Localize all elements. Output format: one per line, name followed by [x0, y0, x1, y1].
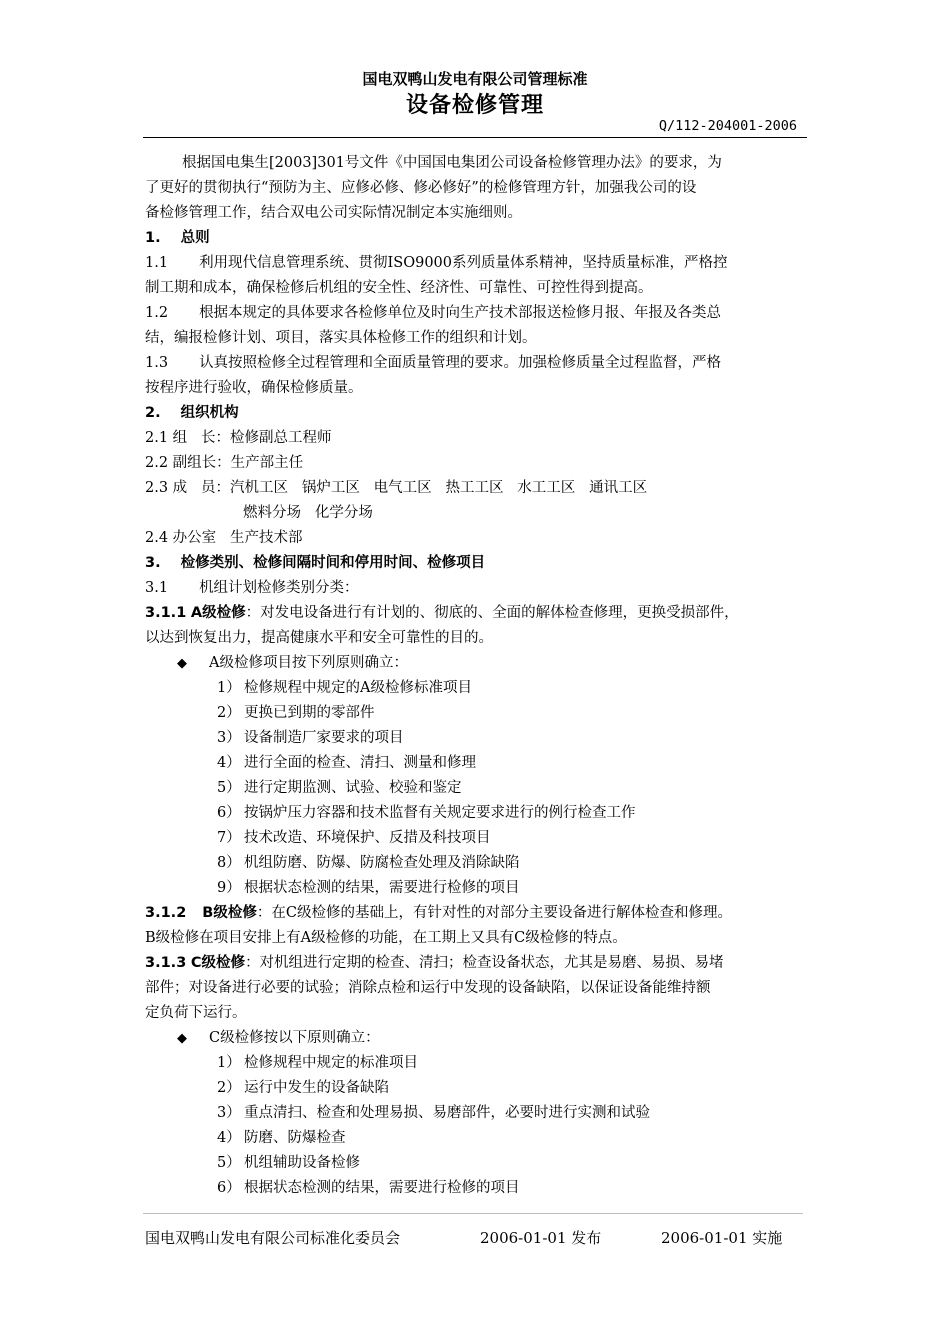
- clause-3-1-2: [145, 901, 820, 926]
- clause-number: 3.1.1: [145, 605, 187, 621]
- a-level-bullet: [145, 651, 820, 676]
- c-level-label: C级检修: [190, 955, 246, 971]
- item-text: 按锅炉压力容器和技术监督有关规定要求进行的例行检查工作: [244, 805, 636, 821]
- section-2-heading: [145, 401, 820, 426]
- list-item: [145, 701, 820, 726]
- list-item: [145, 826, 820, 851]
- org-row-deputy: 2.2 副组长：生产部主任: [145, 455, 304, 471]
- list-item: [145, 776, 820, 801]
- clause-text-line: 结，编报检修计划、项目，落实具体检修工作的组织和计划。: [145, 330, 537, 346]
- item-number: 3）: [217, 1105, 241, 1121]
- clause-1-1: [145, 251, 820, 276]
- list-item: [145, 1126, 820, 1151]
- clause-text-line: 按程序进行验收，确保检修质量。: [145, 380, 363, 396]
- list-item: [145, 876, 820, 901]
- list-item: [145, 726, 820, 751]
- footer-publish-date: 2006-01-01 发布: [480, 1229, 602, 1247]
- footer-committee: 国电双鸭山发电有限公司标准化委员会: [145, 1229, 401, 1247]
- item-text: 设备制造厂家要求的项目: [244, 730, 404, 746]
- document-code: Q/112-204001-2006: [658, 118, 797, 134]
- item-number: 7）: [217, 830, 241, 846]
- item-text: 进行全面的检查、清扫、测量和修理: [244, 755, 476, 771]
- item-number: 6）: [217, 1180, 241, 1196]
- b-level-label: B级检修: [202, 905, 257, 921]
- item-text: 技术改造、环境保护、反措及科技项目: [244, 830, 491, 846]
- item-number: 1）: [217, 680, 241, 696]
- item-number: 6）: [217, 805, 241, 821]
- item-number: 2）: [217, 705, 241, 721]
- clause-text: ：对机组进行定期的检查、清扫；检查设备状态，尤其是易磨、易损、易堵: [245, 955, 724, 971]
- clause-text: 认真按照检修全过程管理和全面质量管理的要求。加强检修质量全过程监督，严格: [199, 355, 722, 371]
- black-diamond-icon: ◆: [177, 1031, 187, 1046]
- section-title: 检修类别、检修间隔时间和停用时间、检修项目: [180, 555, 486, 571]
- clause-text-line: B级检修在项目安排上有A级检修的功能，在工期上又具有C级检修的特点。: [145, 930, 627, 946]
- footer-rule: [143, 1213, 803, 1214]
- clause-3-1-3: [145, 951, 820, 976]
- clause-1-2: [145, 301, 820, 326]
- list-item: [145, 1151, 820, 1176]
- clause-number: 3.1: [145, 580, 169, 596]
- item-number: 2）: [217, 1080, 241, 1096]
- clause-text: ：在C级检修的基础上，有针对性的对部分主要设备进行解体检查和修理。: [256, 905, 732, 921]
- item-text: 检修规程中规定的标准项目: [244, 1055, 418, 1071]
- clause-text: ：对发电设备进行有计划的、彻底的、全面的解体检查修理，更换受损部件，: [245, 605, 739, 621]
- item-number: 5）: [217, 1155, 241, 1171]
- item-text: 防磨、防爆检查: [244, 1130, 346, 1146]
- org-row-members: 2.3 成 员：汽机工区 锅炉工区 电气工区 热工工区 水工工区 通讯工区: [145, 480, 648, 496]
- item-number: 8）: [217, 855, 241, 871]
- item-text: 根据状态检测的结果，需要进行检修的项目: [244, 1180, 520, 1196]
- item-text: 根据状态检测的结果，需要进行检修的项目: [244, 880, 520, 896]
- item-text: 运行中发生的设备缺陷: [244, 1080, 389, 1096]
- item-number: 4）: [217, 1130, 241, 1146]
- clause-number: 1.2: [145, 305, 169, 321]
- section-3-heading: [145, 551, 820, 576]
- clause-text: 根据本规定的具体要求各检修单位及时向生产技术部报送检修月报、年报及各类总: [199, 305, 722, 321]
- item-text: 检修规程中规定的A级检修标准项目: [244, 680, 472, 696]
- document-body: [145, 151, 820, 1201]
- section-number: 1.: [145, 230, 161, 246]
- item-text: 更换已到期的零部件: [244, 705, 375, 721]
- black-diamond-icon: ◆: [177, 656, 187, 671]
- clause-3-1-1: [145, 601, 820, 626]
- list-item: [145, 801, 820, 826]
- section-number: 2.: [145, 405, 161, 421]
- document-title: 设备检修管理: [405, 93, 544, 118]
- footer-implement-date: 2006-01-01 实施: [661, 1229, 783, 1247]
- clause-number: 1.1: [145, 255, 169, 271]
- company-standard-header: 国电双鸭山发电有限公司管理标准: [362, 70, 588, 88]
- clause-number: 1.3: [145, 355, 169, 371]
- org-row-leader: 2.1 组 长：检修副总工程师: [145, 430, 332, 446]
- section-number: 3.: [145, 555, 161, 571]
- intro-line: 备检修管理工作，结合双电公司实际情况制定本实施细则。: [145, 205, 522, 221]
- bullet-text: A级检修项目按下列原则确立：: [209, 655, 408, 671]
- list-item: [145, 751, 820, 776]
- clause-text-line: 制工期和成本，确保检修后机组的安全性、经济性、可靠性、可控性得到提高。: [145, 280, 653, 296]
- item-text: 重点清扫、检查和处理易损、易磨部件，必要时进行实测和试验: [244, 1105, 650, 1121]
- clause-text: 机组计划检修类别分类：: [199, 580, 359, 596]
- clause-1-3: [145, 351, 820, 376]
- item-text: 机组防磨、防爆、防腐检查处理及消除缺陷: [244, 855, 520, 871]
- org-row-office: 2.4 办公室 生产技术部: [145, 530, 303, 546]
- list-item: [145, 1176, 820, 1201]
- list-item: [145, 1101, 820, 1126]
- list-item: [145, 676, 820, 701]
- list-item: [145, 1051, 820, 1076]
- intro-line: 根据国电集生[2003]301号文件《中国国电集团公司设备检修管理办法》的要求，为: [182, 155, 722, 171]
- clause-number: 3.1.2: [145, 905, 187, 921]
- item-number: 1）: [217, 1055, 241, 1071]
- section-title: 总则: [180, 230, 210, 246]
- item-text: 机组辅助设备检修: [244, 1155, 360, 1171]
- item-text: 进行定期监测、试验、校验和鉴定: [244, 780, 462, 796]
- section-1-heading: [145, 226, 820, 251]
- item-number: 5）: [217, 780, 241, 796]
- section-title: 组织机构: [180, 405, 239, 421]
- list-item: [145, 851, 820, 876]
- org-row-members-cont: 燃料分场 化学分场: [243, 505, 373, 521]
- item-number: 4）: [217, 755, 241, 771]
- list-item: [145, 1076, 820, 1101]
- item-number: 9）: [217, 880, 241, 896]
- clause-text-line: 部件；对设备进行必要的试验；消除点检和运行中发现的设备缺陷，以保证设备能维持额: [145, 980, 711, 996]
- clause-text-line: 以达到恢复出力，提高健康水平和安全可靠性的目的。: [145, 630, 493, 646]
- clause-3-1: [145, 576, 820, 601]
- item-number: 3）: [217, 730, 241, 746]
- bullet-text: C级检修按以下原则确立：: [209, 1030, 380, 1046]
- a-level-label: A级检修: [190, 605, 246, 621]
- clause-text: 利用现代信息管理系统、贯彻ISO9000系列质量体系精神，坚持质量标准，严格控: [199, 255, 728, 271]
- c-level-bullet: [145, 1026, 820, 1051]
- header-rule: [143, 137, 807, 138]
- clause-number: 3.1.3: [145, 955, 187, 971]
- clause-text-line: 定负荷下运行。: [145, 1005, 247, 1021]
- intro-line: 了更好的贯彻执行“预防为主、应修必修、修必修好”的检修管理方针，加强我公司的设: [145, 180, 697, 196]
